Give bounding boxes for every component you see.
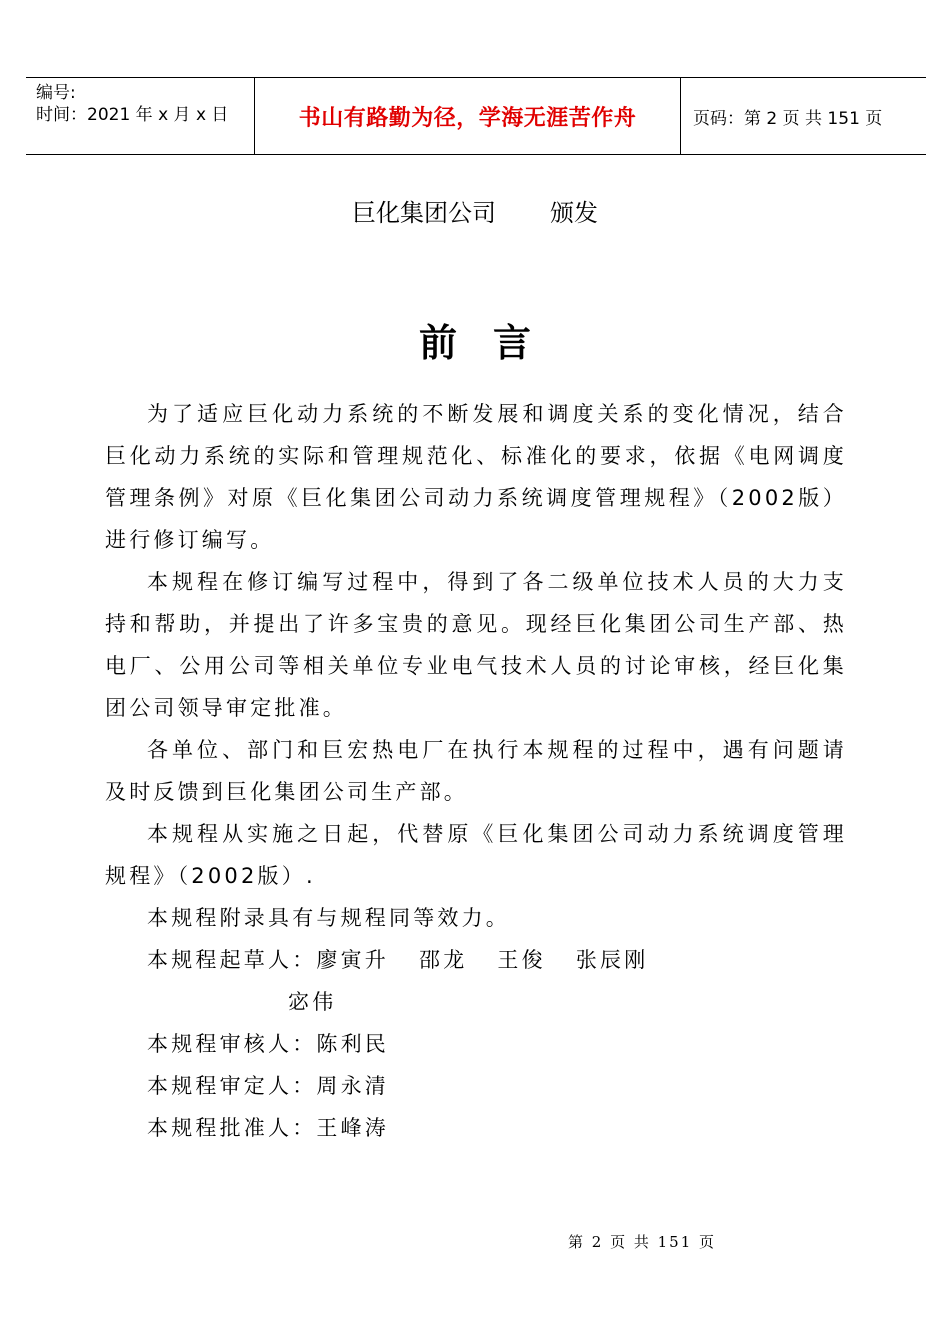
drafter-name: 廖寅升 (316, 948, 390, 972)
reviewer-line (105, 1023, 847, 1065)
preface-paragraph: 本规程附录具有与规程同等效力。 (147, 906, 510, 930)
preface-paragraph: 各单位、部门和巨宏热电厂在执行本规程的过程中，遇有问题请及时反馈到巨化集团公司生产部。 (105, 738, 847, 804)
preface-body (105, 393, 847, 1149)
final-approver-label: 本规程审定人： (147, 1074, 317, 1098)
drafters-line (105, 939, 847, 981)
issuer-line (0, 193, 950, 228)
header-motto-cell (255, 78, 681, 154)
preface-paragraph: 本规程在修订编写过程中，得到了各二级单位技术人员的大力支持和帮助，并提出了许多宝贵的意见。现经巨化集团公司生产部、热电厂、公用公司等相关单位专业电气技术人员的讨论审核，经巨化集团公司领导审定批准。 (105, 570, 847, 720)
issuer-company: 巨化集团公司 (352, 199, 496, 227)
header-page-cell (681, 78, 926, 154)
drafters-continuation (105, 981, 847, 1023)
preface-title: 前言 (418, 321, 567, 365)
page-footer: 第 2 页 共 151 页 (568, 1233, 717, 1251)
header-meta-cell (26, 78, 255, 154)
approver-name: 王峰涛 (316, 1116, 390, 1140)
preface-paragraph: 本规程从实施之日起，代替原《巨化集团公司动力系统调度管理规程》（2002版）. (105, 822, 847, 888)
drafter-name: 王俊 (497, 948, 546, 972)
document-time-label: 时间：2021 年 x 月 x 日 (36, 105, 229, 125)
reviewer-name: 陈利民 (316, 1032, 390, 1056)
final-approver-line (105, 1065, 847, 1107)
preface-paragraph: 为了适应巨化动力系统的不断发展和调度关系的变化情况，结合巨化动力系统的实际和管理规范化、标准化的要求，依据《电网调度管理条例》对原《巨化集团公司动力系统调度管理规程》（2002版）进行修订编写。 (105, 402, 847, 552)
reviewer-label: 本规程审核人： (147, 1032, 317, 1056)
final-approver-name: 周永清 (316, 1074, 390, 1098)
approver-line (105, 1107, 847, 1149)
issuer-action: 颁发 (550, 199, 598, 227)
header-motto: 书山有路勤为径，学海无涯苦作舟 (298, 105, 637, 131)
drafters-label: 本规程起草人： (147, 948, 317, 972)
approver-label: 本规程批准人： (147, 1116, 317, 1140)
header-page-info: 页码：第 2 页 共 151 页 (693, 108, 883, 129)
drafter-name: 张辰刚 (575, 948, 649, 972)
document-number-label: 编号: (36, 83, 76, 103)
header-table (26, 77, 926, 155)
drafter-name: 宓伟 (288, 990, 337, 1014)
drafter-name: 邵龙 (419, 948, 468, 972)
